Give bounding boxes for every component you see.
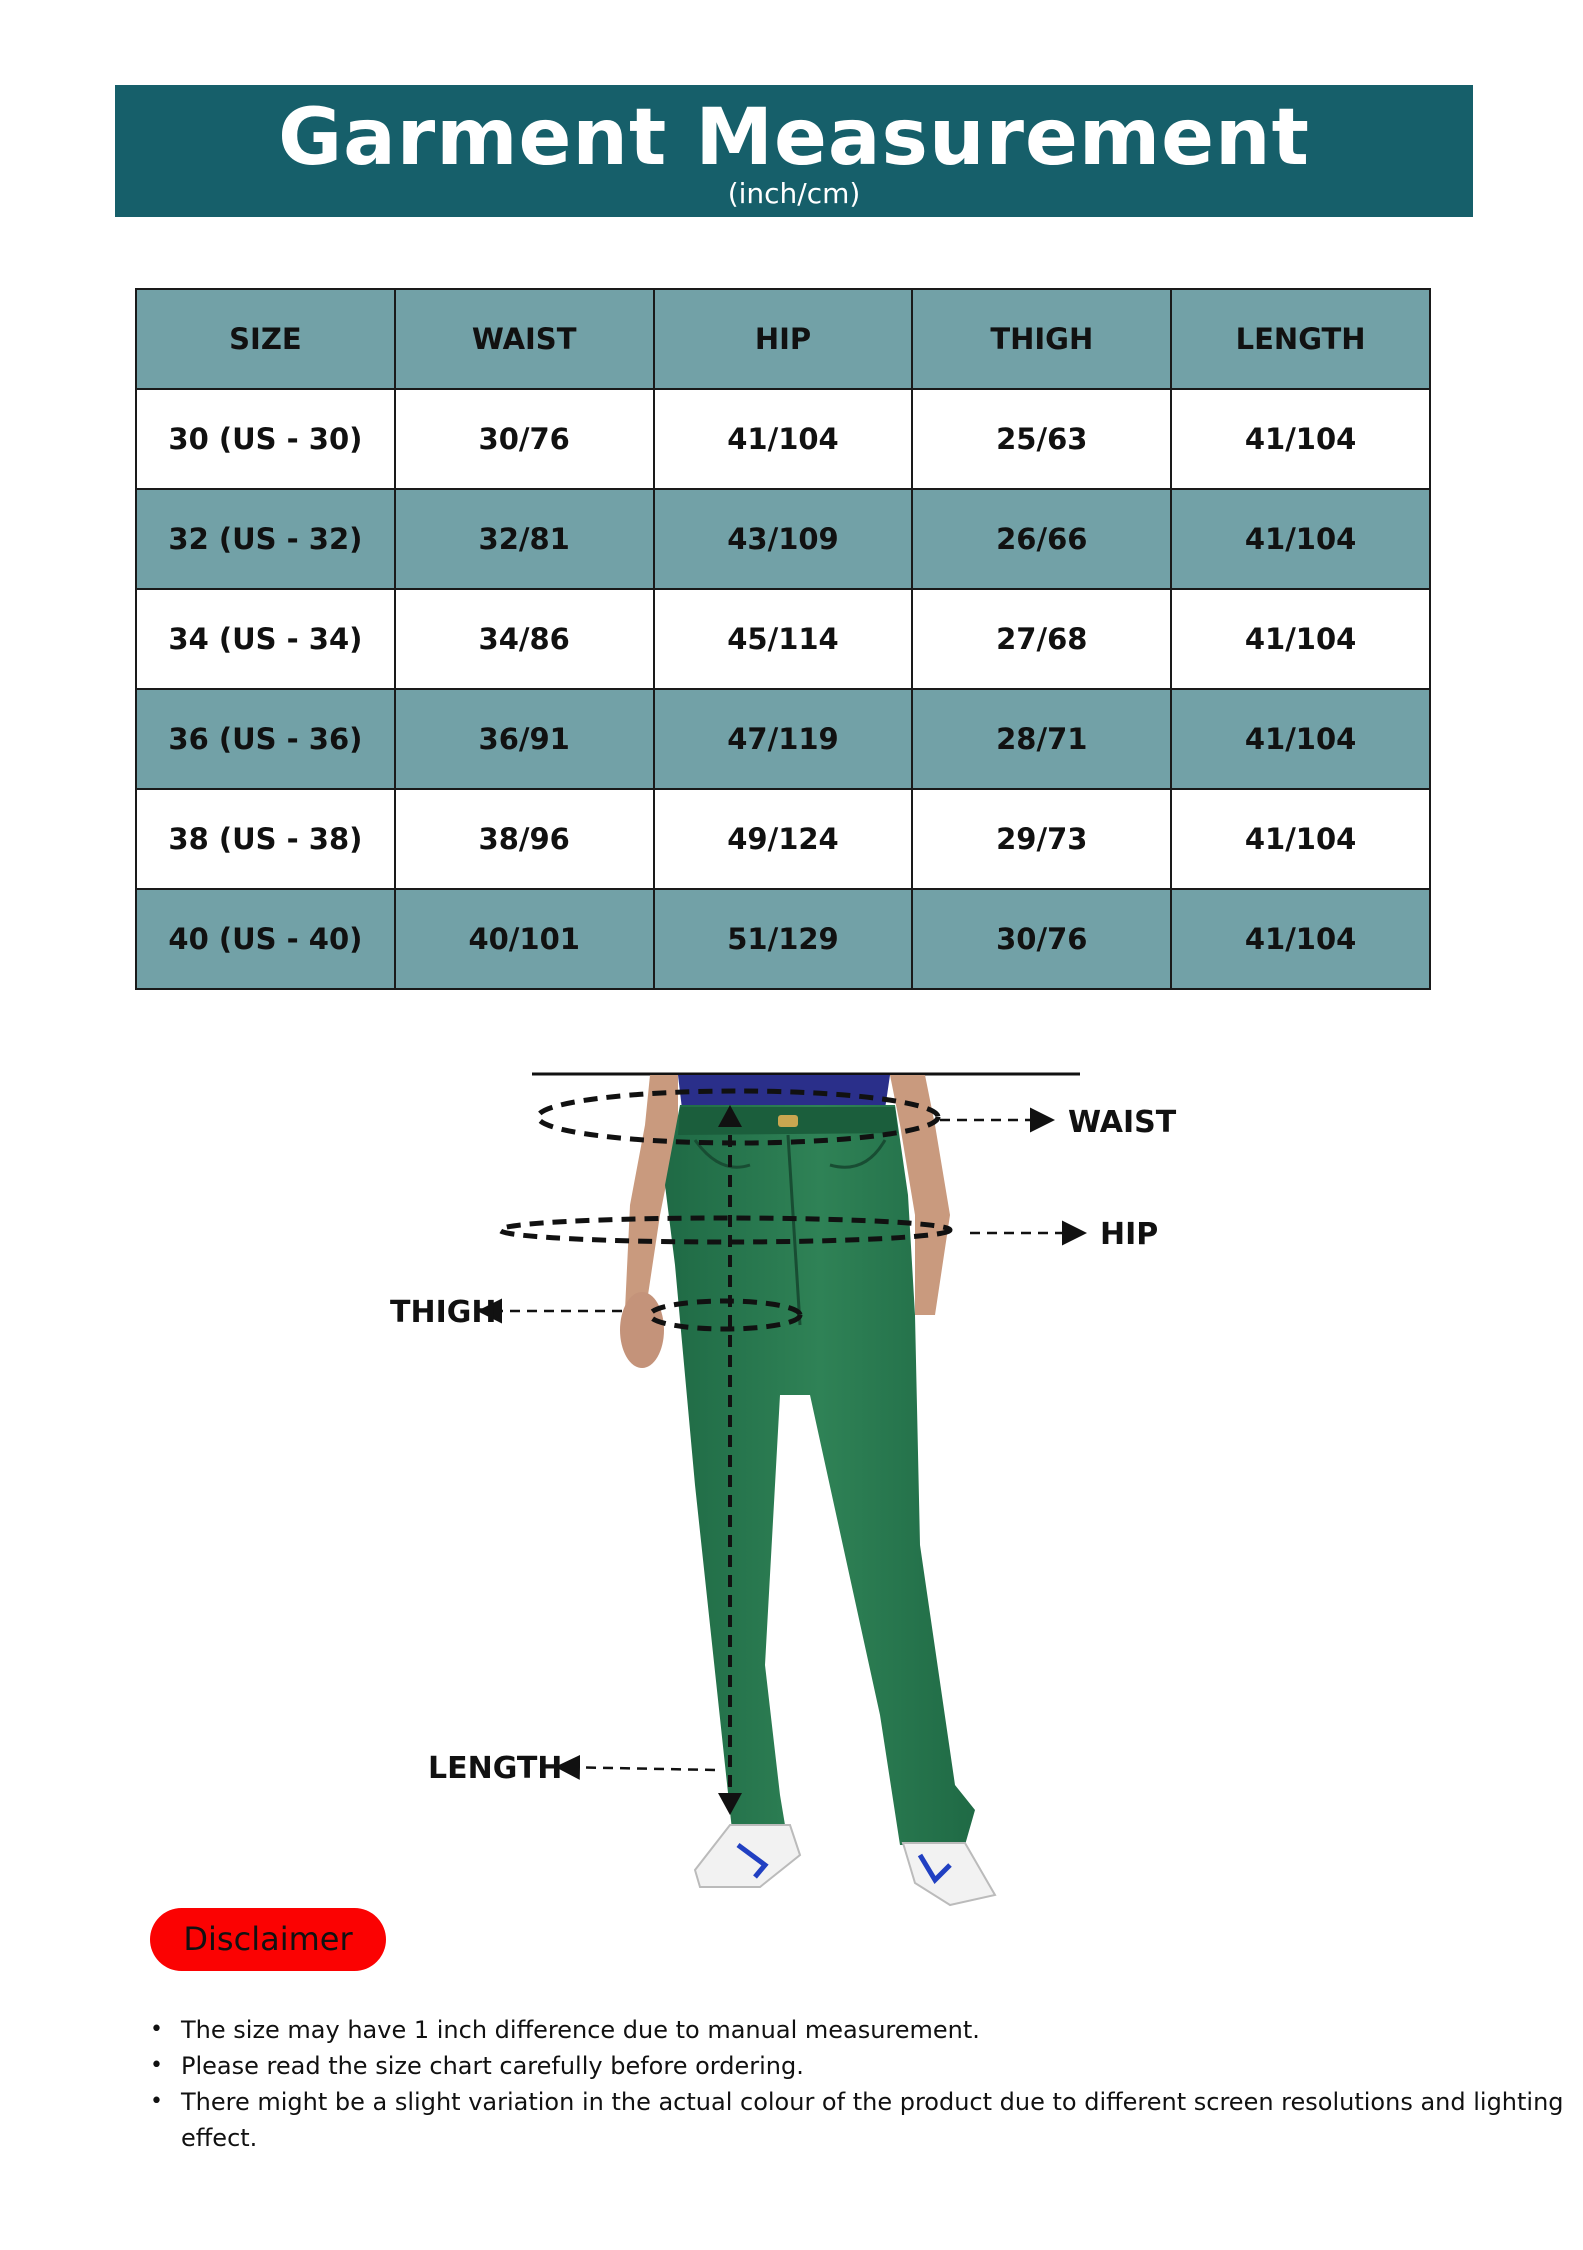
cell-size: 40 (US - 40) xyxy=(136,889,395,989)
table-row xyxy=(136,489,1430,589)
table-row xyxy=(136,689,1430,789)
cell-size: 32 (US - 32) xyxy=(136,489,395,589)
cell-waist: 38/96 xyxy=(395,789,654,889)
column-header-thigh: THIGH xyxy=(912,289,1171,389)
jeans-illustration xyxy=(360,1065,1200,1930)
cell-length: 41/104 xyxy=(1171,689,1430,789)
cell-thigh: 28/71 xyxy=(912,689,1171,789)
button-shape xyxy=(778,1115,798,1127)
header-banner xyxy=(115,85,1473,217)
table-row xyxy=(136,389,1430,489)
list-item: • There might be a slight variation in the actual colour of the product due to different screen resolutions and lighting effect. xyxy=(150,2084,1583,2156)
disclaimer-notes xyxy=(150,2012,1583,2156)
cell-hip: 45/114 xyxy=(654,589,913,689)
table-row xyxy=(136,889,1430,989)
cell-waist: 36/91 xyxy=(395,689,654,789)
cell-waist: 30/76 xyxy=(395,389,654,489)
cell-size: 36 (US - 36) xyxy=(136,689,395,789)
cell-waist: 40/101 xyxy=(395,889,654,989)
column-header-size: SIZE xyxy=(136,289,395,389)
cell-thigh: 29/73 xyxy=(912,789,1171,889)
cell-hip: 43/109 xyxy=(654,489,913,589)
cell-length: 41/104 xyxy=(1171,389,1430,489)
cell-hip: 47/119 xyxy=(654,689,913,789)
cell-thigh: 25/63 xyxy=(912,389,1171,489)
hip-label: HIP xyxy=(1100,1217,1159,1252)
cell-waist: 32/81 xyxy=(395,489,654,589)
cell-thigh: 30/76 xyxy=(912,889,1171,989)
waist-label: WAIST xyxy=(1068,1105,1177,1140)
thigh-label: THIGH xyxy=(390,1295,497,1330)
cell-hip: 41/104 xyxy=(654,389,913,489)
list-item: • The size may have 1 inch difference due to manual measurement. xyxy=(150,2012,1583,2048)
cell-hip: 51/129 xyxy=(654,889,913,989)
cell-thigh: 27/68 xyxy=(912,589,1171,689)
disclaimer-badge: Disclaimer xyxy=(150,1908,386,1971)
table-row xyxy=(136,789,1430,889)
measurement-diagram xyxy=(360,1065,1200,1930)
cell-length: 41/104 xyxy=(1171,889,1430,989)
cell-length: 41/104 xyxy=(1171,589,1430,689)
cell-size: 30 (US - 30) xyxy=(136,389,395,489)
unit-subtitle: (inch/cm) xyxy=(727,177,861,210)
size-chart xyxy=(135,288,1431,990)
column-header-length: LENGTH xyxy=(1171,289,1430,389)
column-header-waist: WAIST xyxy=(395,289,654,389)
table-row xyxy=(136,589,1430,689)
cell-thigh: 26/66 xyxy=(912,489,1171,589)
size-table xyxy=(135,288,1431,990)
cell-length: 41/104 xyxy=(1171,789,1430,889)
cell-hip: 49/124 xyxy=(654,789,913,889)
column-header-hip: HIP xyxy=(654,289,913,389)
length-pointer xyxy=(560,1767,715,1770)
left-shoe-shape xyxy=(695,1825,800,1887)
table-header-row xyxy=(136,289,1430,389)
length-label: LENGTH xyxy=(428,1751,563,1786)
cell-length: 41/104 xyxy=(1171,489,1430,589)
page-title: Garment Measurement xyxy=(278,93,1310,183)
right-shoe-shape xyxy=(903,1843,995,1905)
list-item: • Please read the size chart carefully before ordering. xyxy=(150,2048,1583,2084)
cell-waist: 34/86 xyxy=(395,589,654,689)
cell-size: 38 (US - 38) xyxy=(136,789,395,889)
cell-size: 34 (US - 34) xyxy=(136,589,395,689)
left-hand-shape xyxy=(620,1292,664,1368)
